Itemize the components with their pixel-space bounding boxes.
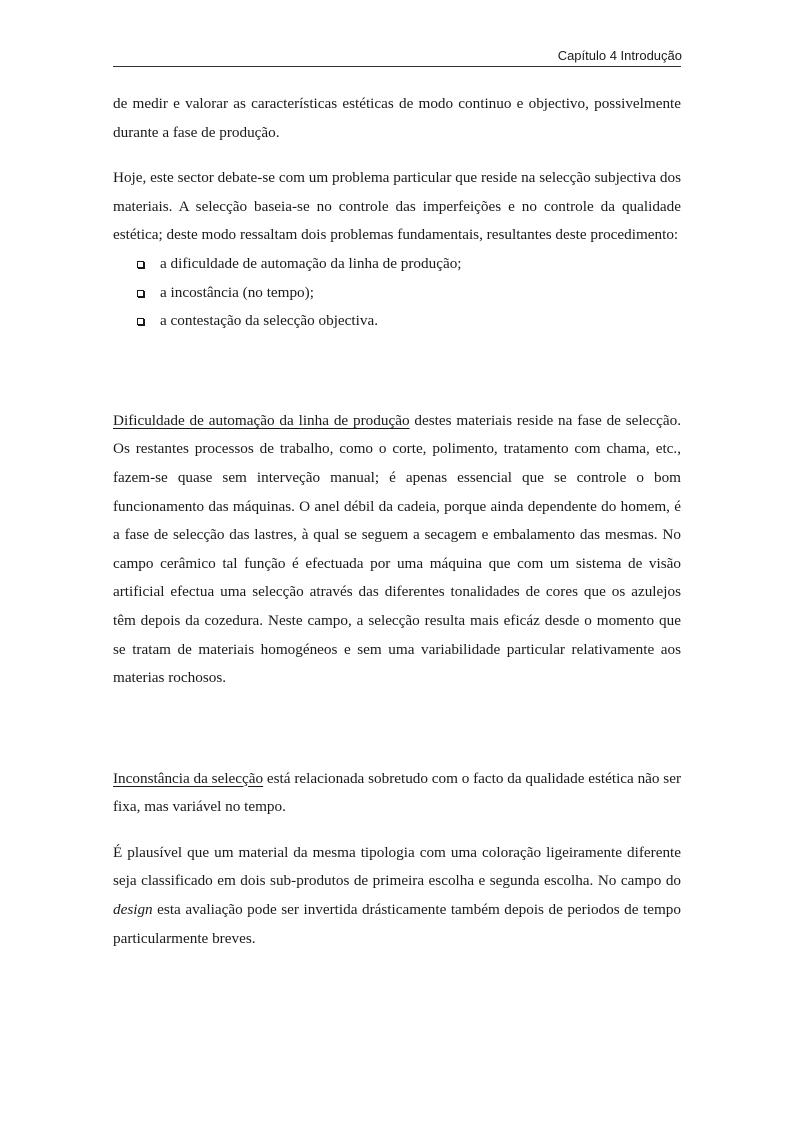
list-item xyxy=(113,250,681,279)
list-item xyxy=(113,279,681,308)
paragraph-problem-intro: Hoje, este sector debate-se com um problema particular que reside na selecção subjectiva dos materiais. A selecção baseia-se no controle das imperfeições e no controle da qualidade estética; deste modo ressaltam dois problemas fundamentais, resultantes deste procedimento: xyxy=(113,169,681,244)
list-item-text: a incostância (no tempo); xyxy=(160,283,314,301)
square-bullet-icon xyxy=(137,261,144,268)
problem-list xyxy=(113,250,681,336)
running-header: Capítulo 4 Introdução xyxy=(557,48,682,63)
paragraph-automation xyxy=(113,407,681,693)
list-item xyxy=(113,307,681,336)
design-term: design xyxy=(113,901,153,919)
list-item-text: a dificuldade de automação da linha de produção; xyxy=(160,254,462,272)
automation-text: destes materiais reside na fase de selecção. Os restantes processos de trabalho, como o corte, polimento, tratamento com chama, etc., fazem-se quase sem interveção manual; é apenas essencial que se controle o bom funcionamento das máquinas. O anel débil da cadeia, porque ainda dependente do homem, é a fase de selecção das lastres, à qual se seguem a secagem e embalamento das mesmas. No campo cerâmico tal função é efectuada por uma máquina que com um sistema de visão artificial efectua uma selecção através das diferentes tonalidades de cores que os azulejos têm depois da cozedura. Neste campo, a selecção resulta mais eficáz desde o momento que se tratam de materiais homogéneos e sem uma variabilidade particular relativamente aos materias rochosos. xyxy=(113,411,681,687)
inconstancy-heading: Inconstância da selecção xyxy=(113,769,264,787)
inconstancy-text: está relacionada sobretudo com o facto da qualidade estética não ser fixa, mas variável no tempo. xyxy=(113,769,682,816)
page-body xyxy=(113,90,681,953)
list-item-text: a contestação da selecção objectiva. xyxy=(160,312,378,330)
square-bullet-icon xyxy=(137,318,144,325)
paragraph-continuation: de medir e valorar as características estéticas de modo continuo e objectivo, possivelmente durante a fase de produção. xyxy=(113,95,681,141)
automation-heading: Dificuldade de automação da linha de produção xyxy=(113,411,410,429)
design-text-before: No campo do xyxy=(597,872,682,890)
square-bullet-icon xyxy=(137,290,144,297)
plausibility-text: É plausível que um material da mesma tipologia com uma coloração ligeiramente diferente seja classificado em dois sub-produtos de primeira escolha e segunda escolha. xyxy=(113,843,681,890)
header-rule xyxy=(113,66,681,67)
design-text-after: esta avaliação pode ser invertida drásticamente também depois de periodos de tempo particularmente breves. xyxy=(113,901,681,947)
paragraph-inconstancy xyxy=(113,765,681,822)
paragraph-plausibility xyxy=(113,839,681,953)
